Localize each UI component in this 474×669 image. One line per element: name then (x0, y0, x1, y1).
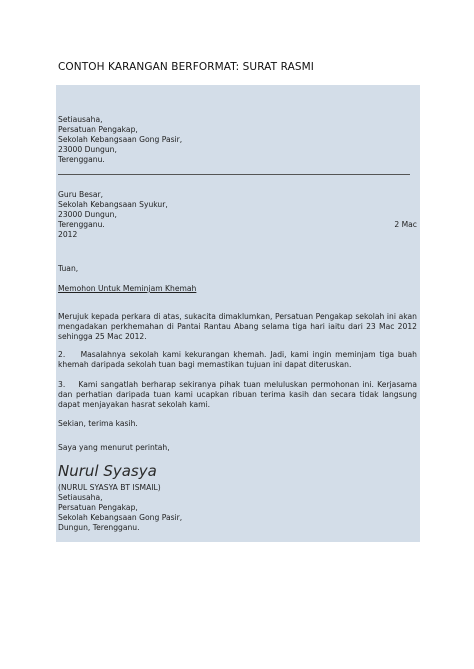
signer-line: Dungun, Terengganu. (58, 523, 140, 532)
signer-line: Setiausaha, (58, 493, 103, 502)
recipient-address-line: 23000 Dungun, (58, 210, 117, 219)
signer-line: (NURUL SYASYA BT ISMAIL) (58, 483, 161, 492)
sender-address-line: Persatuan Pengakap, (58, 125, 138, 134)
body-paragraph: 3. Kami sangatlah berharap sekiranya pihak tuan meluluskan permohonan ini. Kerjasama dan perhatian daripada tuan kami ucapkan ribuan terima kasih dan secara tidak langsung dapat menjayakan hasrat sekolah kami. (58, 380, 417, 409)
recipient-address (58, 190, 417, 240)
recipient-address-line: Guru Besar, (58, 190, 104, 199)
state-and-date-row (58, 220, 417, 230)
complimentary-close: Saya yang menurut perintah, (58, 443, 170, 452)
sender-address-line: Sekolah Kebangsaan Gong Pasir, (58, 135, 183, 144)
sender-address (58, 115, 417, 165)
letter-date-year: 2012 (58, 230, 78, 239)
sender-address-line: 23000 Dungun, (58, 145, 117, 154)
body-paragraph: 2. Masalahnya sekolah kami kekurangan khemah. Jadi, kami ingin meminjam tiga buah khemah daripada sekolah tuan bagi memastikan tujuan ini dapat diteruskan. (58, 350, 417, 369)
sender-address-line: Terengganu. (58, 155, 105, 164)
closing-remark: Sekian, terima kasih. (58, 419, 138, 428)
body-paragraph: Merujuk kepada perkara di atas, sukacita dimaklumkan, Persatuan Pengakap sekolah ini akan mengadakan perkhemahan di Pantai Rantau Abang selama tiga hari iaitu dari 23 Mac 2012 sehingga 25 Mac 2012. (58, 312, 417, 341)
letter-subject: Memohon Untuk Meminjam Khemah (58, 284, 197, 293)
recipient-state: Terengganu. (58, 220, 105, 229)
sender-address-line: Setiausaha, (58, 115, 103, 124)
signer-line: Sekolah Kebangsaan Gong Pasir, (58, 513, 183, 522)
signer-line: Persatuan Pengakap, (58, 503, 138, 512)
signer-details (58, 483, 417, 533)
document-title: CONTOH KARANGAN BERFORMAT: SURAT RASMI (58, 61, 314, 73)
recipient-address-line: Sekolah Kebangsaan Syukur, (58, 200, 168, 209)
salutation: Tuan, (58, 264, 79, 273)
signature: Nurul Syasya (58, 462, 157, 480)
address-divider (58, 174, 410, 175)
letter-date: 2 Mac (394, 220, 417, 229)
